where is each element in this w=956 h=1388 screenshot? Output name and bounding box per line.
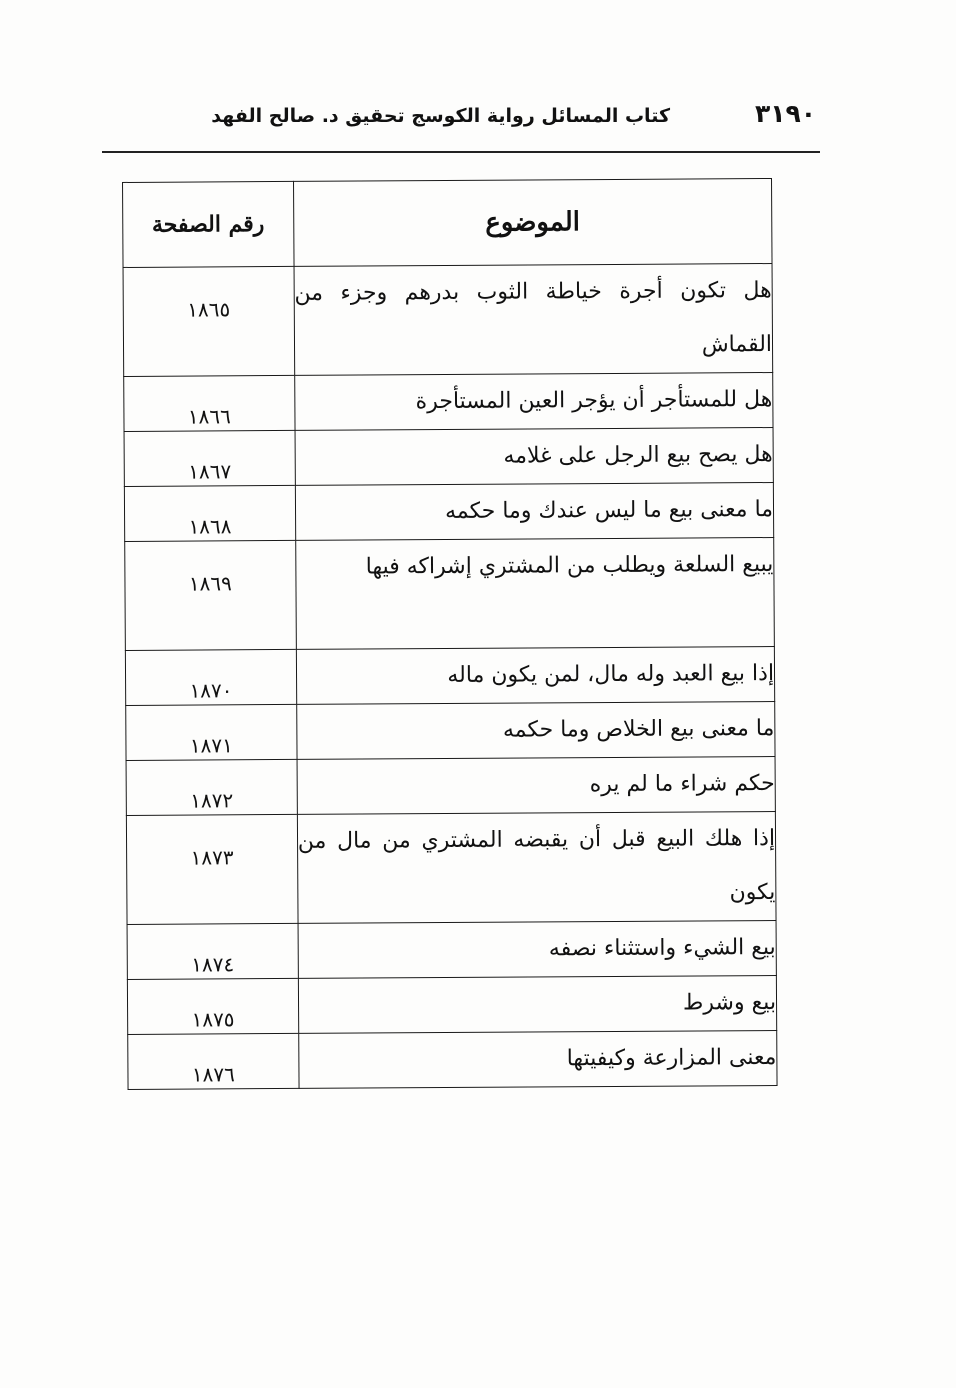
topic-cell: ما معنى بيع ما ليس عندك وما حكمه: [295, 482, 774, 540]
topic-cell: هل تكون أجرة خياطة الثوب بدرهم وجزء من القماش: [294, 264, 773, 376]
topic-cell: إذا هلك البيع قبل أن يقبضه المشتري من مال من يكون: [297, 811, 776, 923]
page-cell: ١٨٧٥: [127, 978, 298, 1034]
table-row: [124, 427, 773, 486]
page-cell: ١٨٦٥: [123, 266, 294, 376]
page-cell: ١٨٦٩: [125, 540, 296, 650]
topic-cell: إذا بيع العبد وله مال، لمن يكون ماله: [296, 646, 775, 704]
page-cell: ١٨٧٦: [128, 1033, 299, 1089]
page-cell: ١٨٧٤: [127, 923, 298, 979]
topic-cell: حكم شراء ما لم يره: [297, 756, 776, 814]
page-cell: ١٨٦٦: [124, 375, 295, 431]
table-row: [128, 1030, 777, 1089]
table-row: [126, 756, 775, 815]
topic-cell: ما معنى بيع الخلاص وما حكمه: [297, 701, 776, 759]
contents-table: [122, 178, 778, 1090]
topic-cell: هل يصح بيع الرجل على غلامه: [295, 427, 774, 485]
table-row: [123, 264, 773, 377]
table-row: [127, 920, 776, 979]
page-number: ٣١٩٠: [754, 99, 816, 128]
table-row: [126, 811, 776, 924]
column-header-topic: الموضوع: [293, 179, 772, 267]
table-header-row: [123, 179, 773, 268]
topic-cell: هل للمستأجر أن يؤجر العين المستأجرة: [294, 372, 773, 430]
page-cell: ١٨٧٣: [126, 814, 297, 924]
table-row: [127, 975, 776, 1034]
column-header-page-number: رقم الصفحة: [123, 181, 294, 267]
page-cell: ١٨٧١: [126, 704, 297, 760]
page-header: [102, 95, 820, 153]
page-cell: ١٨٧٠: [125, 649, 296, 705]
topic-cell: معنى المزارعة وكيفيتها: [299, 1030, 778, 1088]
table-row: [125, 646, 774, 705]
page-cell: ١٨٦٧: [124, 430, 295, 486]
topic-cell: بيع الشيء واستثناء نصفه: [298, 920, 777, 978]
page-cell: ١٨٦٨: [124, 485, 295, 541]
table-row: [124, 372, 773, 431]
table-row: [125, 537, 775, 650]
table-row: [126, 701, 775, 760]
page-cell: ١٨٧٢: [126, 759, 297, 815]
topic-cell: بيع وشرط: [298, 975, 777, 1033]
topic-cell: يبيع السلعة ويطلب من المشتري إشراكه فيها: [296, 537, 775, 649]
book-title: كتاب المسائل رواية الكوسج تحقيق د. صالح الفهد: [211, 105, 670, 127]
table-row: [124, 482, 773, 541]
